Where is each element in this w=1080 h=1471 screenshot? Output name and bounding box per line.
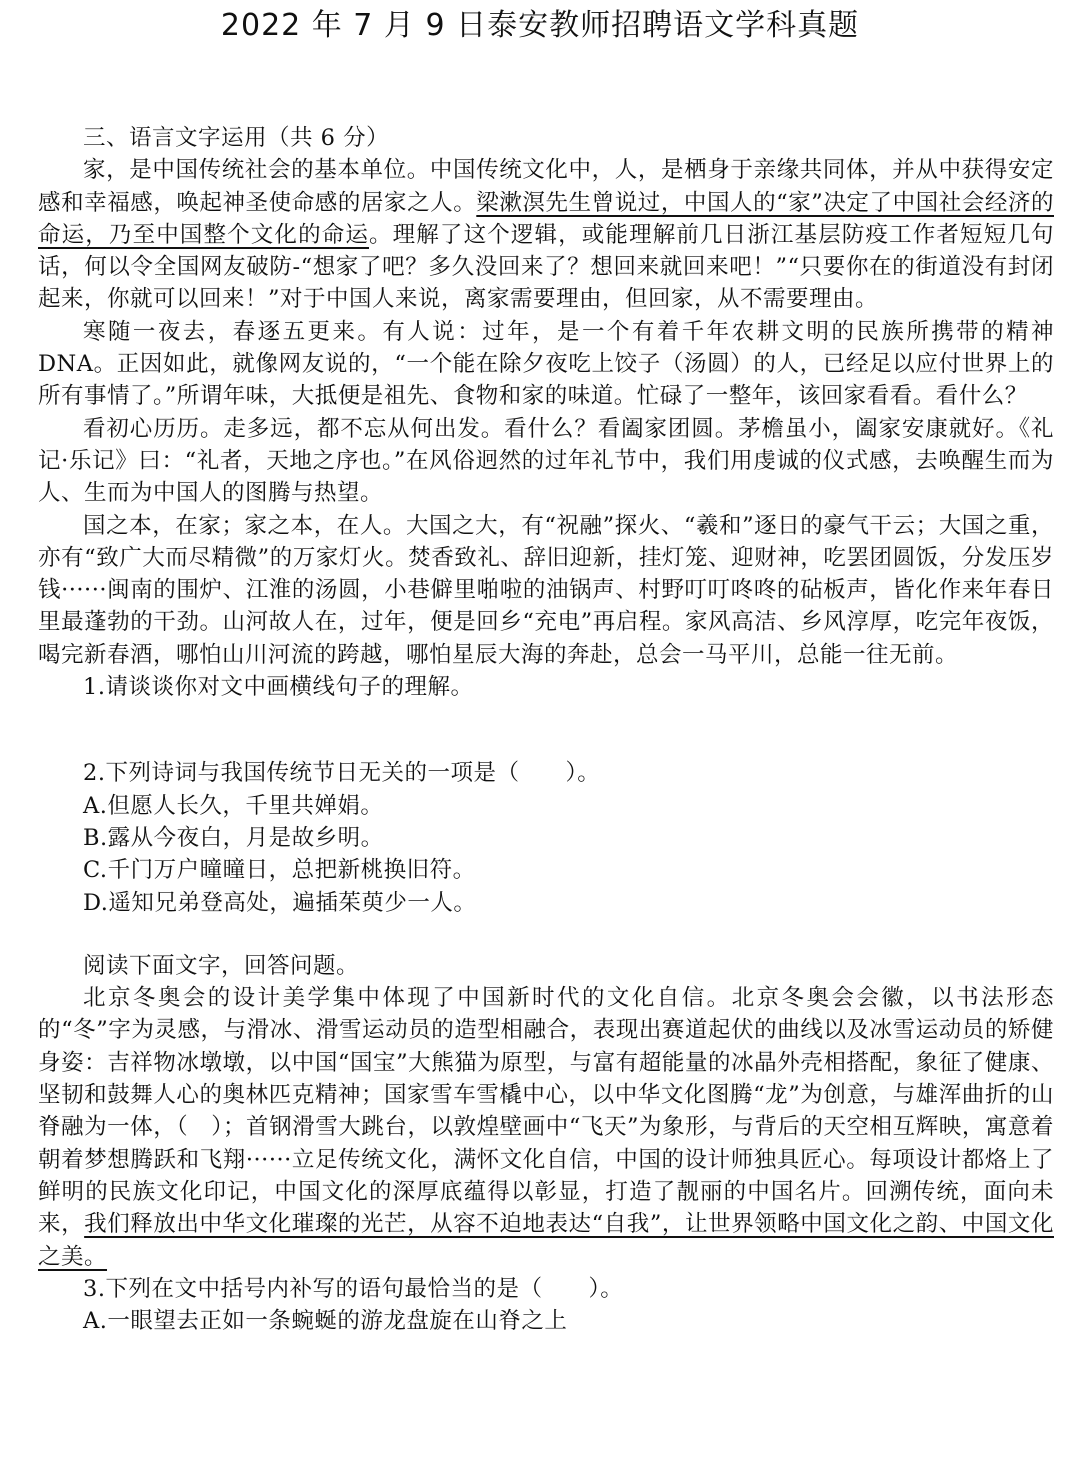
- question-2-option-d: D.遥知兄弟登高处，遍插茱萸少一人。: [83, 889, 477, 916]
- paragraph-2: 寒随一夜去，春逐五更来。有人说：过年，是一个有着千年农耕文明的民族所携带的精神 DNA。正因如此，就像网友说的，“一个能在除夕夜吃上饺子（汤圆）的人，已经足以应付世界上的所有事情了。”所谓年味，大抵便是祖先、食物和家的味道。忙碌了一整年，该回家看看。看什么？: [38, 318, 1054, 410]
- paragraph-1-text-a: 家，是中国传统社会的基本单位。中国传统文化中，人，是栖身于亲缘共同体，并从中获得安定感和幸福感，唤起神圣使命感的居家之人。: [38, 157, 1054, 216]
- question-1: 1.请谈谈你对文中画横线句子的理解。: [83, 674, 474, 701]
- blank-space: [38, 919, 1054, 950]
- paragraph-5: [38, 982, 1054, 1273]
- question-2-option-a: A.但愿人长久，千里共婵娟。: [83, 792, 384, 819]
- answer-space: [38, 703, 1054, 757]
- question-2: 2.下列诗词与我国传统节日无关的一项是（ ）。: [83, 760, 601, 787]
- paragraph-1: [38, 154, 1054, 315]
- underlined-sentence-1: 梁漱溟先生曾说过，中国人的“家”决定了中国社会经济的命运，乃至中国整个文化的命运: [38, 189, 1054, 248]
- paragraph-1-text-b: 。理解了这个逻辑，或能理解前几日浙江基层防疫工作者短短几句话，何以令全国网友破防-“想家了吧？多久没回来了？想回来就回来吧！”“只要你在的街道没有封闭起来，你就可以回来！”对于中国人来说，离家需要理由，但回家，从不需要理由。: [38, 221, 1054, 313]
- underlined-sentence-2: 我们释放出中华文化璀璨的光芒，从容不迫地表达“自我”，让世界领略中国文化之韵、中国文化之美。: [38, 1211, 1054, 1270]
- section-heading: 三、语言文字运用（共 6 分）: [83, 125, 390, 151]
- question-3: 3.下列在文中括号内补写的语句最恰当的是（ ）。: [83, 1275, 624, 1302]
- reading-intro: 阅读下面文字，回答问题。: [83, 952, 360, 979]
- paragraph-3: 看初心历历。走多远，都不忘从何出发。看什么？看阖家团圆。茅檐虽小，阖家安康就好。《礼记·乐记》曰：“礼者，天地之序也。”在风俗迥然的过年礼节中，我们用虔诚的仪式感，去唤醒生而为人、生而为中国人的图腾与热望。: [38, 415, 1054, 507]
- section-3-content: [38, 122, 1054, 1337]
- paragraph-5-text-a: 北京冬奥会的设计美学集中体现了中国新时代的文化自信。北京冬奥会会徽，以书法形态的“冬”字为灵感，与滑冰、滑雪运动员的造型相融合，表现出赛道起伏的曲线以及冰雪运动员的矫健身姿：吉祥物冰墩墩，以中国“国宝”大熊猫为原型，与富有超能量的冰晶外壳相搭配，象征了健康、坚韧和鼓舞人心的奥林匹克精神；国家雪车雪橇中心，以中华文化图腾“龙”为创意，与雄浑曲折的山脊融为一体，（ ）；首钢滑雪大跳台，以敦煌壁画中“飞天”为象形，与背后的天空相互辉映，寓意着朝着梦想腾跃和飞翔······立足传统文化，满怀文化自信，中国的设计师独具匠心。每项设计都烙上了鲜明的民族文化印记，中国文化的深厚底蕴得以彰显，打造了靓丽的中国名片。回溯传统，面向未来，: [38, 985, 1054, 1238]
- question-2-option-b: B.露从今夜白，月是故乡明。: [83, 824, 384, 851]
- paragraph-4: 国之本，在家；家之本，在人。大国之大，有“祝融”探火、“羲和”逐日的豪气干云；大国之重，亦有“致广大而尽精微”的万家灯火。焚香致礼、辞旧迎新，挂灯笼、迎财神，吃罢团圆饭，分发压岁钱······闽南的围炉、江淮的汤圆，小巷僻里啪啦的油锅声、村野叮叮咚咚的砧板声，皆化作来年春日里最蓬勃的干劲。山河故人在，过年，便是回乡“充电”再启程。家风高洁、乡风淳厚，吃完年夜饭，喝完新春酒，哪怕山川河流的跨越，哪怕星辰大海的奔赴，总会一马平川，总能一往无前。: [38, 512, 1054, 668]
- question-2-option-c: C.千门万户曈曈日，总把新桃换旧符。: [83, 857, 476, 884]
- question-3-option-a: A.一眼望去正如一条蜿蜒的游龙盘旋在山脊之上: [83, 1308, 568, 1335]
- document-title: 2022 年 7 月 9 日泰安教师招聘语文学科真题: [220, 8, 860, 43]
